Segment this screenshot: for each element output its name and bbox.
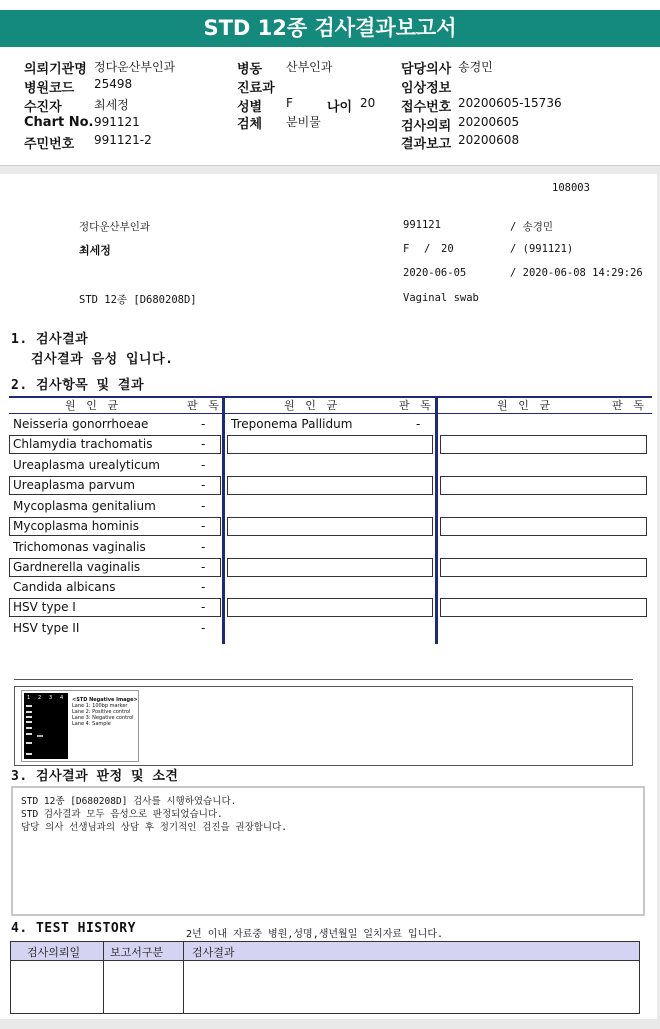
pathogen-name: Mycoplasma hominis xyxy=(13,519,139,533)
header-label: 성별 xyxy=(237,100,263,115)
gel-image xyxy=(21,690,139,762)
gel-legend-line: Lane 1: 100bp marker xyxy=(72,703,128,709)
gel-band xyxy=(26,733,32,735)
pathogen-name: Mycoplasma genitalium xyxy=(13,499,156,513)
col-header-result: 판 독 xyxy=(399,399,433,412)
header-label: 수진자 xyxy=(24,100,62,115)
opinion-line: STD 검사결과 모두 음성으로 판정되었습니다. xyxy=(21,809,223,820)
result-row xyxy=(9,497,221,516)
grid-divider xyxy=(435,396,438,644)
pathogen-name: HSV type I xyxy=(13,600,76,614)
pathogen-name: Neisseria gonorrhoeae xyxy=(13,417,149,431)
pathogen-name: Ureaplasma parvum xyxy=(13,478,135,492)
gel-band xyxy=(26,742,32,744)
history-col-request-date: 검사의뢰일 xyxy=(27,946,81,959)
pathogen-name: Candida albicans xyxy=(13,580,116,594)
header-label: 의뢰기관명 xyxy=(24,62,87,77)
empty-cell xyxy=(440,476,647,495)
gel-legend xyxy=(72,697,138,727)
pathogen-name: Chlamydia trachomatis xyxy=(13,437,153,451)
pathogen-result: - xyxy=(201,580,206,594)
header-label: 검체 xyxy=(237,117,263,132)
summary-doctor: / 송경민 xyxy=(510,221,554,233)
header-value: 25498 xyxy=(94,77,133,91)
summary-reported: / 2020-06-08 14:29:26 xyxy=(510,267,643,279)
section1-heading: 1. 검사결과 xyxy=(11,332,89,347)
header-label: 결과보고 xyxy=(401,137,452,152)
gel-band xyxy=(26,711,32,713)
result-row xyxy=(9,619,221,638)
report-title: STD 12종 검사결과보고서 xyxy=(0,10,660,47)
header-value: 분비물 xyxy=(286,115,321,129)
summary-test: STD 12종 [D680208D] xyxy=(79,294,197,306)
col-header-pathogen: 원 인 균 xyxy=(65,399,121,412)
header-value: 20200605-15736 xyxy=(458,96,562,110)
summary-id: / (991121) xyxy=(510,243,574,255)
history-table xyxy=(10,941,640,1014)
result-row xyxy=(9,598,221,617)
header-label: 임상정보 xyxy=(401,81,452,96)
summary-age: 20 xyxy=(441,243,454,255)
header-label: 담당의사 xyxy=(401,62,452,77)
header-value: 991121 xyxy=(94,115,140,129)
lane-number: 2 xyxy=(38,695,42,701)
result-row xyxy=(9,476,221,495)
pathogen-result: - xyxy=(201,621,206,635)
history-header xyxy=(11,942,639,961)
summary-sex: F xyxy=(403,243,410,255)
header-value: 991121-2 xyxy=(94,133,152,147)
pathogen-result: - xyxy=(201,560,206,574)
empty-cell xyxy=(440,558,647,577)
empty-cell xyxy=(227,598,433,617)
pathogen-result: - xyxy=(201,499,206,513)
separator-band xyxy=(0,166,660,174)
empty-cell xyxy=(440,598,647,617)
pathogen-result: - xyxy=(201,519,206,533)
gel-title: <STD Negative Image> xyxy=(72,697,138,703)
title-bar xyxy=(0,0,660,56)
header-value: 송경민 xyxy=(458,60,493,74)
history-col-divider xyxy=(183,942,184,1013)
header-label: 검사의뢰 xyxy=(401,119,452,134)
lane-number: 1 xyxy=(27,695,31,701)
gel-legend-line: Lane 3: Negative control xyxy=(72,715,134,721)
summary-patient: 최세정 xyxy=(79,244,111,257)
age-label: 나이 xyxy=(327,100,353,115)
summary-hospital: 정다운산부인과 xyxy=(79,221,151,233)
gel-legend-line: Lane 2: Positive control xyxy=(72,709,131,715)
pathogen-result: - xyxy=(201,437,206,451)
result-row xyxy=(9,456,221,475)
pathogen-result: - xyxy=(201,458,206,472)
col-header-result: 판 독 xyxy=(612,399,646,412)
col-header-pathogen: 원 인 균 xyxy=(284,399,340,412)
pathogen-name: Treponema Pallidum xyxy=(231,417,353,431)
pathogen-result: - xyxy=(201,540,206,554)
pathogen-result: - xyxy=(416,417,421,431)
summary-received: 2020-06-05 xyxy=(403,267,467,279)
pathogen-result: - xyxy=(201,478,206,492)
header-label: 진료과 xyxy=(237,81,275,96)
header-value: 산부인과 xyxy=(286,60,333,74)
section1-text: 검사결과 음성 입니다. xyxy=(31,352,174,367)
lane-number: 4 xyxy=(60,695,64,701)
opinion-line: STD 12종 [D680208D] 검사를 시행하였습니다. xyxy=(21,796,237,807)
summary-chart: 991121 xyxy=(403,219,441,231)
summary-slash: / xyxy=(424,243,431,255)
header-value: 정다운산부인과 xyxy=(94,60,176,74)
section2-heading: 2. 검사항목 및 결과 xyxy=(11,378,145,393)
image-divider xyxy=(14,679,633,680)
header-value: 최세정 xyxy=(94,98,129,112)
gel-image-box xyxy=(14,686,633,766)
gel-picture xyxy=(24,693,68,759)
empty-cell xyxy=(227,517,433,536)
gel-band xyxy=(37,735,43,737)
empty-cell xyxy=(227,435,433,454)
header-label: 병원코드 xyxy=(24,81,75,96)
col-header-result: 판 독 xyxy=(187,399,221,412)
result-grid xyxy=(9,396,652,644)
result-row xyxy=(9,558,221,577)
col-header-pathogen: 원 인 균 xyxy=(497,399,553,412)
result-row xyxy=(9,578,221,597)
header-label: 접수번호 xyxy=(401,100,452,115)
opinion-line: 담당 의사 선생님과의 상담 후 정기적인 검진을 권장합니다. xyxy=(21,822,288,833)
report-code: 108003 xyxy=(552,182,590,194)
result-row xyxy=(227,415,433,434)
history-col-divider xyxy=(103,942,104,1013)
gel-band xyxy=(26,716,32,718)
gel-band xyxy=(26,753,32,755)
pathogen-name: HSV type II xyxy=(13,621,80,635)
pathogen-name: Gardnerella vaginalis xyxy=(13,560,141,574)
gel-band xyxy=(26,721,32,723)
gel-legend-line: Lane 4: Sample xyxy=(72,721,111,727)
empty-cell xyxy=(227,558,433,577)
empty-cell xyxy=(440,517,647,536)
result-row xyxy=(9,538,221,557)
header-info xyxy=(0,56,660,166)
header-label: 병동 xyxy=(237,62,263,77)
gel-band xyxy=(26,727,32,729)
empty-cell xyxy=(227,476,433,495)
pathogen-result: - xyxy=(201,417,206,431)
grid-head-line xyxy=(9,413,652,414)
lane-number: 3 xyxy=(49,695,53,701)
grid-divider xyxy=(222,396,225,644)
header-label: Chart No. xyxy=(24,115,94,130)
header-value: 20200605 xyxy=(458,115,520,129)
section4-note: 2년 이내 자료중 병원,성명,생년월일 일치자료 입니다. xyxy=(186,929,444,940)
history-col-report-type: 보고서구분 xyxy=(110,946,164,959)
header-value: 20200608 xyxy=(458,133,520,147)
result-row xyxy=(9,435,221,454)
age-value: 20 xyxy=(360,96,376,110)
pathogen-result: - xyxy=(201,600,206,614)
pathogen-name: Trichomonas vaginalis xyxy=(13,540,146,554)
result-row xyxy=(9,517,221,536)
section4-heading: 4. TEST HISTORY xyxy=(11,921,136,936)
summary-specimen: Vaginal swab xyxy=(403,292,479,304)
opinion-box xyxy=(11,786,645,916)
bottom-band xyxy=(0,1019,660,1029)
section3-heading: 3. 검사결과 판정 및 소견 xyxy=(11,769,179,784)
empty-cell xyxy=(440,435,647,454)
header-value: F xyxy=(286,96,293,110)
result-row xyxy=(9,415,221,434)
header-label: 주민번호 xyxy=(24,137,75,152)
gel-band xyxy=(26,705,32,707)
pathogen-name: Ureaplasma urealyticum xyxy=(13,458,160,472)
history-col-result: 검사결과 xyxy=(192,946,235,959)
